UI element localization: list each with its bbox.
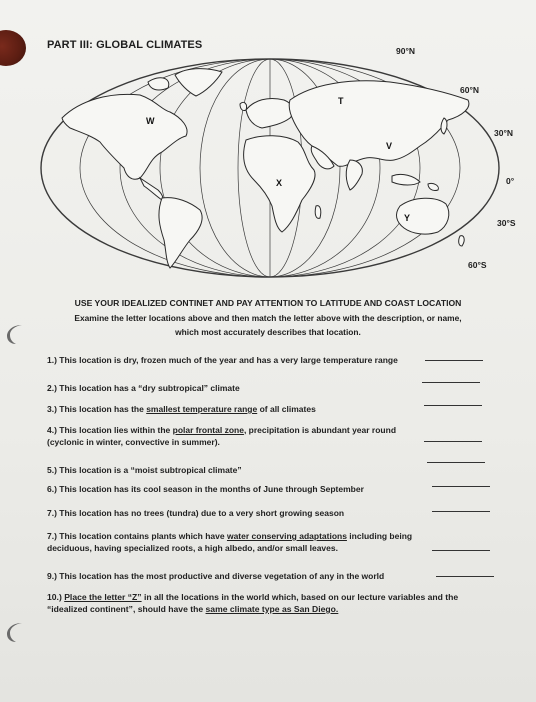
- europe: [246, 98, 293, 128]
- question-key-term: water conserving adaptations: [226, 531, 347, 541]
- question-10-text: in all the locations in the world which, based on our lecture variables and the: [141, 592, 459, 602]
- north-america: [62, 94, 187, 179]
- label-60s: 60°S: [468, 260, 487, 270]
- label-equator: 0°: [506, 176, 515, 186]
- india: [346, 160, 362, 190]
- question-item: [47, 403, 316, 415]
- label-30n: 30°N: [494, 128, 513, 138]
- question-10-number: 10.): [47, 592, 65, 602]
- instructions-heading: USE YOUR IDEALIZED CONTINET AND PAY ATTENTION TO LATITUDE AND COAST LOCATION: [74, 298, 462, 308]
- instructions-line: Examine the letter locations above and then match the letter above with the description, or name,: [74, 313, 462, 323]
- map-letter-t: T: [338, 96, 344, 106]
- binder-hole-shadow: [4, 620, 28, 644]
- question-text: 2.) This location has a “dry subtropical” climate: [47, 383, 240, 393]
- question-text: including being: [346, 531, 413, 541]
- answer-blank[interactable]: [432, 511, 490, 512]
- question-text: 3.) This location has the: [47, 404, 147, 414]
- question-text: (cyclonic in winter, convective in summer).: [47, 437, 220, 447]
- question-text: , precipitation is abundant year round: [243, 425, 397, 435]
- label-30s: 30°S: [497, 218, 516, 228]
- island: [428, 183, 438, 190]
- question-text: deciduous, having specialized roots, a high albedo, and/or small leaves.: [47, 543, 338, 553]
- map-letter-y: Y: [404, 213, 411, 223]
- instructions-line: which most accurately describes that location.: [175, 327, 361, 337]
- question-10-instruction: Place the letter “Z”: [64, 592, 142, 602]
- answer-blank[interactable]: [432, 486, 490, 487]
- answer-blank[interactable]: [427, 462, 485, 463]
- question-key-term: smallest temperature range: [146, 404, 258, 414]
- question-item: [47, 483, 364, 495]
- question-text: 4.) This location lies within the: [47, 425, 173, 435]
- question-text: 1.) This location is dry, frozen much of the year and has a very large temperature range: [47, 355, 398, 365]
- arctic-island: [148, 78, 169, 90]
- question-item: [47, 507, 344, 519]
- question-item: [47, 354, 398, 366]
- question-item: [47, 570, 384, 582]
- answer-blank[interactable]: [422, 382, 480, 383]
- page-title: PART III: GLOBAL CLIMATES: [47, 39, 203, 51]
- label-90n: 90°N: [396, 46, 415, 56]
- question-10-key-phrase: same climate type as San Diego.: [205, 604, 339, 614]
- question-text: 9.) This location has the most productive and diverse vegetation of any in the world: [47, 571, 385, 581]
- world-map: [0, 0, 536, 300]
- question-item: [47, 382, 240, 394]
- central-america: [140, 178, 163, 200]
- map-letter-w: W: [146, 116, 155, 126]
- question-item: [47, 464, 242, 476]
- answer-blank[interactable]: [424, 405, 482, 406]
- question-10-text: “idealized continent”, should have the: [47, 604, 206, 614]
- label-60n: 60°N: [460, 85, 479, 95]
- south-america: [159, 198, 202, 268]
- question-text: of all climates: [257, 404, 316, 414]
- question-10: [47, 591, 458, 615]
- map-letter-v: V: [386, 141, 393, 151]
- answer-blank[interactable]: [432, 550, 490, 551]
- new-zealand: [459, 236, 464, 246]
- question-item: [47, 530, 412, 554]
- question-text: 7.) This location has no trees (tundra) due to a very short growing season: [47, 508, 345, 518]
- answer-blank[interactable]: [425, 360, 483, 361]
- southeast-asia-islands: [392, 174, 420, 185]
- madagascar: [315, 206, 321, 219]
- question-text: 6.) This location has its cool season in the months of June through September: [47, 484, 364, 494]
- question-text: 5.) This location is a “moist subtropical climate”: [47, 465, 242, 475]
- answer-blank[interactable]: [424, 441, 482, 442]
- british-isles: [240, 102, 247, 110]
- question-text: 7.) This location contains plants which have: [47, 531, 227, 541]
- question-key-term: polar frontal zone: [172, 425, 244, 435]
- question-item: [47, 424, 396, 448]
- map-letter-x: X: [276, 178, 283, 188]
- answer-blank[interactable]: [436, 576, 494, 577]
- greenland: [175, 69, 222, 96]
